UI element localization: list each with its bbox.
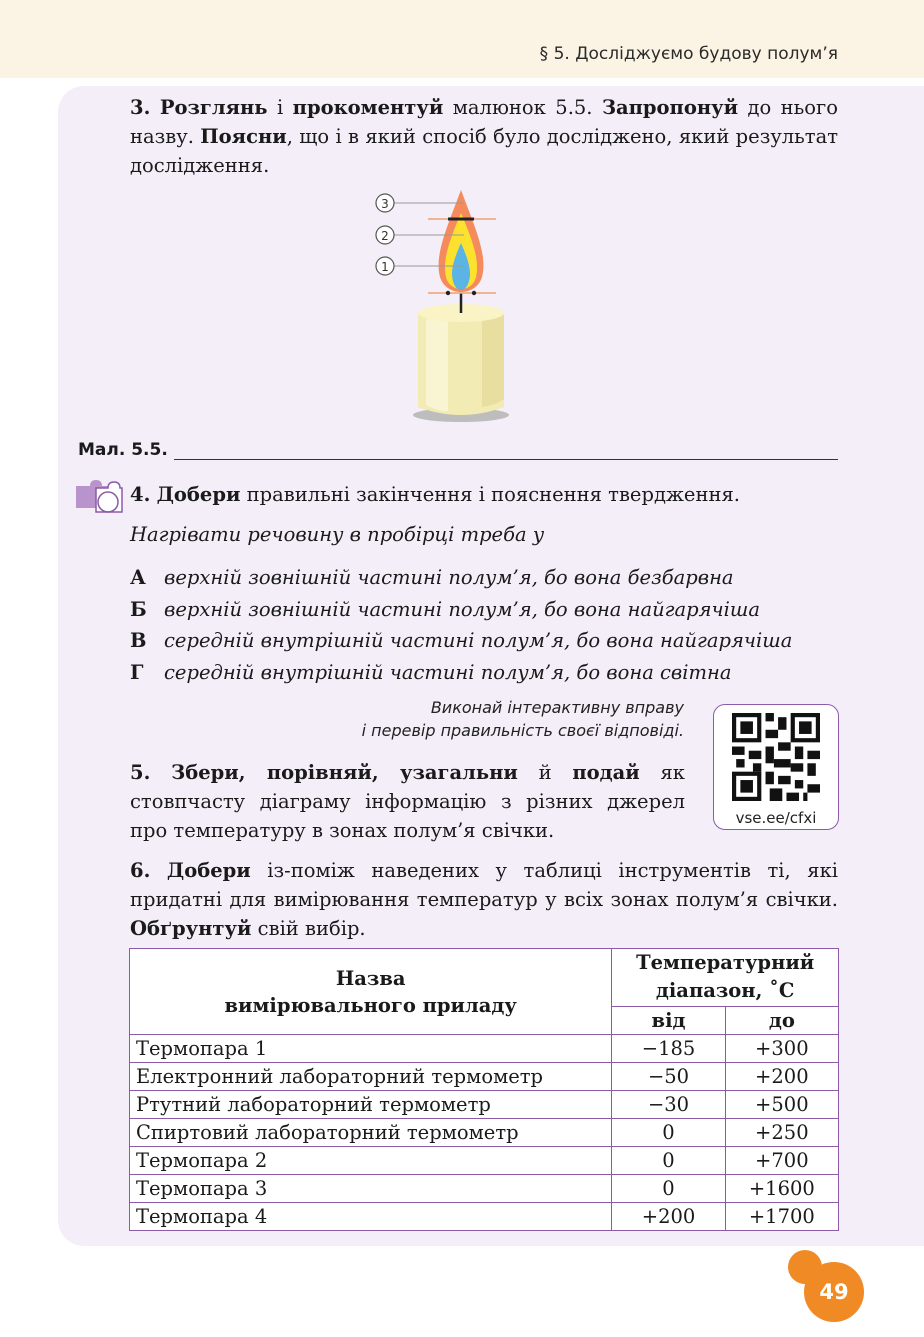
task-3-part: Запропонуй: [601, 96, 739, 119]
range-to: +200: [725, 1063, 838, 1091]
puzzle-icon: [74, 478, 124, 514]
table-row: [130, 1203, 839, 1231]
option-d: Г середній внутрішній частині полум’я, бо вона світна: [130, 661, 732, 684]
task-5-part: й: [517, 761, 573, 784]
task-4-rest: правильні закінчення і пояснення твердження.: [240, 483, 740, 506]
col-header-to: до: [725, 1006, 838, 1034]
task-6-body: [130, 859, 838, 940]
task-6-number: 6.: [130, 859, 151, 882]
caption-answer-line: [174, 445, 838, 460]
task-3-part: до нього назву.: [130, 96, 838, 148]
header-band: [0, 0, 924, 78]
instrument-name: Термопара 1: [130, 1035, 612, 1063]
task-4-text: [130, 480, 838, 509]
task-6-part: Добери: [166, 859, 251, 882]
instrument-name: Ртутний лабораторний термометр: [130, 1091, 612, 1119]
qr-code-icon: [732, 713, 820, 801]
table-row: [130, 1175, 839, 1203]
instrument-name: Термопара 3: [130, 1175, 612, 1203]
task-6-text: [130, 856, 838, 943]
figure-caption-label: Мал. 5.5.: [78, 440, 168, 460]
zone-label-1: 1: [381, 260, 389, 274]
table-row: [130, 1035, 839, 1063]
task-3-part: , що і в який спосіб було досліджено, який результат дослідження.: [130, 125, 839, 177]
range-from: −185: [612, 1035, 725, 1063]
task-5-body: [130, 761, 685, 842]
interactive-exercise-note: Виконай інтерактивну вправу і перевір правильність своєї відповіді.: [361, 698, 684, 740]
range-from: −30: [612, 1091, 725, 1119]
task-5-part: Збери, порівняй, узагальни: [171, 761, 518, 784]
qr-url[interactable]: vse.ee/cfxi: [735, 809, 817, 827]
instrument-name: Електронний лабораторний термометр: [130, 1063, 612, 1091]
task-4-number: 4.: [130, 483, 151, 506]
qr-code-box[interactable]: [713, 704, 839, 830]
task-5-part: подай: [572, 761, 640, 784]
instruments-table: [129, 948, 839, 1231]
range-from: +200: [612, 1203, 725, 1231]
task-3-body: [130, 96, 838, 177]
col-header-from: від: [612, 1006, 725, 1034]
col-header-range: Температурний діапазон, ˚С: [612, 949, 839, 1007]
zone-label-3: 3: [381, 197, 389, 211]
task-6-part: свій вибір.: [251, 917, 366, 940]
table-row: [130, 1147, 839, 1175]
page-number: 49: [804, 1262, 864, 1322]
task-3-text: [130, 93, 838, 180]
range-to: +1700: [725, 1203, 838, 1231]
task-3-part: малюнок 5.5.: [443, 96, 602, 119]
zone-label-2: 2: [381, 229, 389, 243]
task-3-part: прокоментуй: [292, 96, 444, 119]
instrument-name: Термопара 4: [130, 1203, 612, 1231]
col-header-name: Назва вимірювального приладу: [130, 949, 612, 1035]
figure-caption: [78, 440, 838, 460]
task-5-number: 5.: [130, 761, 151, 784]
task-3-number: 3.: [130, 96, 151, 119]
table-row: [130, 1091, 839, 1119]
option-b: Б верхній зовнішній частині полум’я, бо вона найгарячіша: [130, 598, 760, 621]
range-to: +700: [725, 1147, 838, 1175]
task-5-text: [130, 758, 685, 845]
task-5-part: як стовпчасту діаграму інформацію з різних джерел про температуру в зонах полум’я свічки.: [130, 761, 685, 842]
option-a: А верхній зовнішній частині полум’я, бо вона безбарвна: [130, 566, 734, 589]
task-3-part: Поясни: [200, 125, 287, 148]
range-from: 0: [612, 1175, 725, 1203]
table-row: [130, 1119, 839, 1147]
candle-flame-figure: [370, 185, 520, 425]
range-from: −50: [612, 1063, 725, 1091]
instrument-name: Спиртовий лабораторний термометр: [130, 1119, 612, 1147]
section-title: § 5. Досліджуємо будову полум’я: [539, 44, 838, 64]
task-3-part: Розглянь: [159, 96, 268, 119]
task-4-statement: Нагрівати речовину в пробірці треба у: [130, 523, 545, 546]
range-from: 0: [612, 1119, 725, 1147]
range-to: +500: [725, 1091, 838, 1119]
range-to: +300: [725, 1035, 838, 1063]
option-c: В середній внутрішній частині полум’я, бо вона найгарячіша: [130, 629, 793, 652]
range-from: 0: [612, 1147, 725, 1175]
task-3-part: і: [267, 96, 293, 119]
instrument-name: Термопара 2: [130, 1147, 612, 1175]
table-row: [130, 1063, 839, 1091]
task-4-verb: Добери: [156, 483, 241, 506]
range-to: +250: [725, 1119, 838, 1147]
task-6-part: із-поміж наведених у таблиці інструментів ті, які придатні для вимірювання температур у всіх зонах полум’я свічки.: [130, 859, 838, 911]
task-6-part: Обґрунтуй: [130, 917, 252, 940]
range-to: +1600: [725, 1175, 838, 1203]
